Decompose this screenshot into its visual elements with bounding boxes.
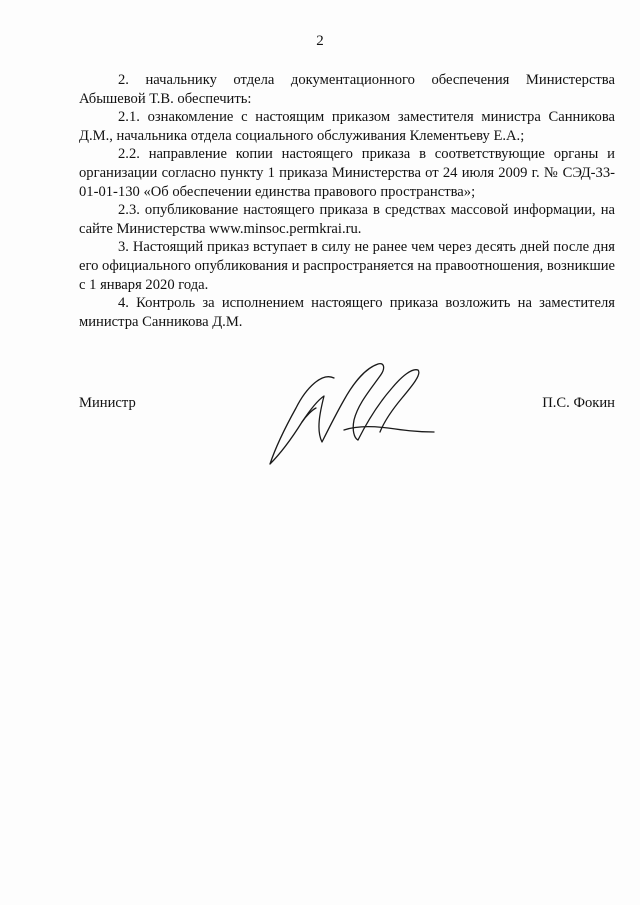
page-number: 2 <box>316 33 324 49</box>
paragraph-2-3: 2.3. опубликование настоящего приказа в средствах массовой информации, на сайте Министерства www.minsoc.permkrai.ru. <box>79 202 615 237</box>
paragraph-2: 2. начальнику отдела документационного обеспечения Министерства Абышевой Т.В. обеспечить: <box>79 72 615 107</box>
paragraph-3: 3. Настоящий приказ вступает в силу не ранее чем через десять дней после дня его официального опубликования и распространяется на правоотношения, возникшие с 1 января 2020 года. <box>79 239 615 293</box>
paragraph-4: 4. Контроль за исполнением настоящего приказа возложить на заместителя министра Санникова Д.М. <box>79 295 615 330</box>
paragraph-2-1: 2.1. ознакомление с настоящим приказом заместителя министра Санникова Д.М., начальника отдела социального обслуживания Клементьеву Е.А.; <box>79 109 615 144</box>
document-body <box>79 71 615 331</box>
handwritten-signature <box>262 360 442 472</box>
signatory-title: Министр <box>79 395 136 411</box>
paragraph-2-2: 2.2. направление копии настоящего приказа в соответствующие органы и организации согласно пункту 1 приказа Министерства от 24 июля 2009 г. № СЭД-33-01-01-130 «Об обеспечении единства правового пространства»; <box>79 146 615 200</box>
signatory-name: П.С. Фокин <box>542 395 615 411</box>
